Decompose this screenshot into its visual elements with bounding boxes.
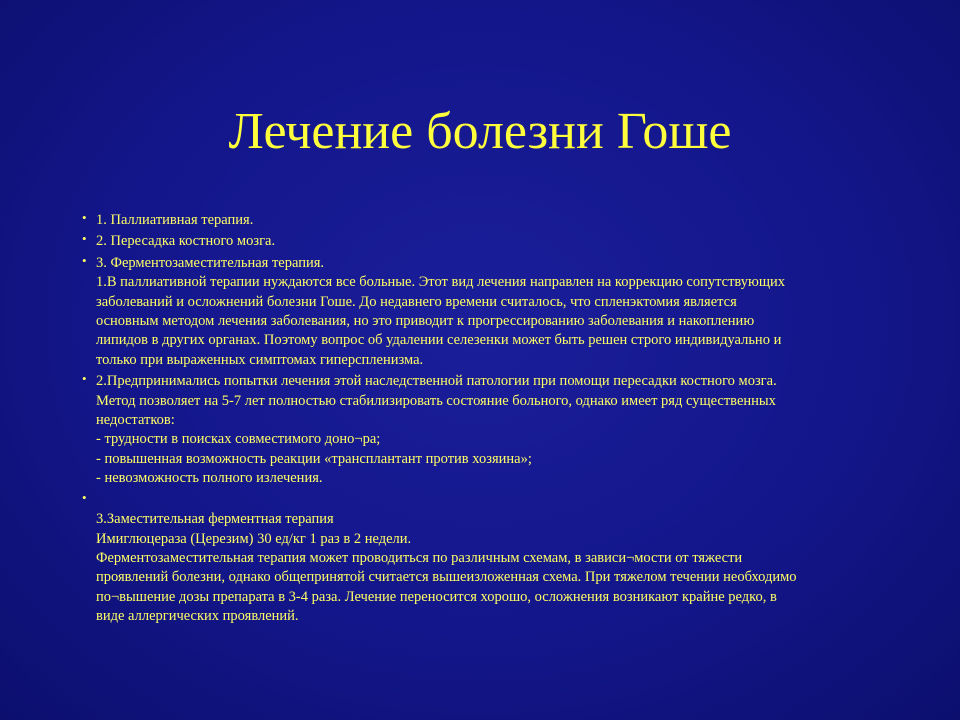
bullet-item-2 [80, 232, 880, 251]
bullet-text: проявлений болезни, однако общепринятой считается вышеизложенная схема. При тяжелом течении необходимо [96, 569, 797, 586]
slide-title: Лечение болезни Гоше [228, 103, 732, 160]
bullet-text: 2.Предпринимались попытки лечения этой наследственной патологии при помощи пересадки костного мозга. [96, 373, 777, 390]
bullet-text: заболеваний и осложнений болезни Гоше. До недавнего времени считалось, что спленэктомия является [96, 293, 737, 310]
bullet-text: только при выраженных симптомах гиперспленизма. [96, 351, 424, 368]
bullet-item-3 [80, 254, 880, 370]
bullet-dot: • [82, 371, 87, 387]
bullet-text: Ферментозаместительная терапия может проводиться по различным схемам, в зависи¬мости от тяжести [96, 549, 743, 566]
bullet-text: виде аллергических проявлений. [96, 608, 299, 625]
bullet-text: 3. Ферментозаместительная терапия. [96, 254, 325, 271]
bullet-dot: • [82, 210, 87, 225]
bullet-dot: • [82, 231, 87, 247]
bullet-text: Метод позволяет на 5-7 лет полностью стабилизировать состояние больного, однако имеет ряд существенных [96, 392, 776, 409]
bullet-dot: • [82, 252, 87, 268]
bullet-dot: • [82, 489, 87, 505]
bullet-text: 2. Пересадка костного мозга. [96, 233, 276, 250]
slide-content [80, 211, 880, 629]
bullet-text: - невозможность полного излечения. [96, 470, 323, 487]
bullet-text: - повышенная возможность реакции «трансплантант против хозяина»; [96, 450, 532, 467]
bullet-item-5 [80, 491, 880, 627]
bullet-text: основным методом лечения заболевания, но это приводит к прогрессированию заболевания и накоплению [96, 313, 755, 330]
bullet-text: 3.Заместительная ферментная терапия [96, 511, 334, 528]
bullet-item-4 [80, 372, 880, 488]
bullet-text: - трудности в поисках совместимого доно¬ра; [96, 431, 381, 448]
bullet-text: 1. Паллиативная терапия. [96, 212, 254, 228]
bullet-text [96, 491, 880, 510]
bullet-text: Имиглюцераза (Церезим) 30 ед/кг 1 раз в 2 недели. [96, 530, 412, 547]
bullet-text: по¬вышение дозы препарата в 3-4 раза. Лечение переносится хорошо, осложнения возникают крайне редко, в [96, 588, 777, 605]
bullet-text: 1.В паллиативной терапии нуждаются все больные. Этот вид лечения направлен на коррекцию сопутствующих [96, 274, 786, 291]
bullet-item-1 [80, 211, 880, 230]
bullet-text: недостатков: [96, 412, 175, 429]
bullet-text: липидов в других органах. Поэтому вопрос об удалении селезенки может быть решен строго индивидуально и [96, 332, 782, 349]
